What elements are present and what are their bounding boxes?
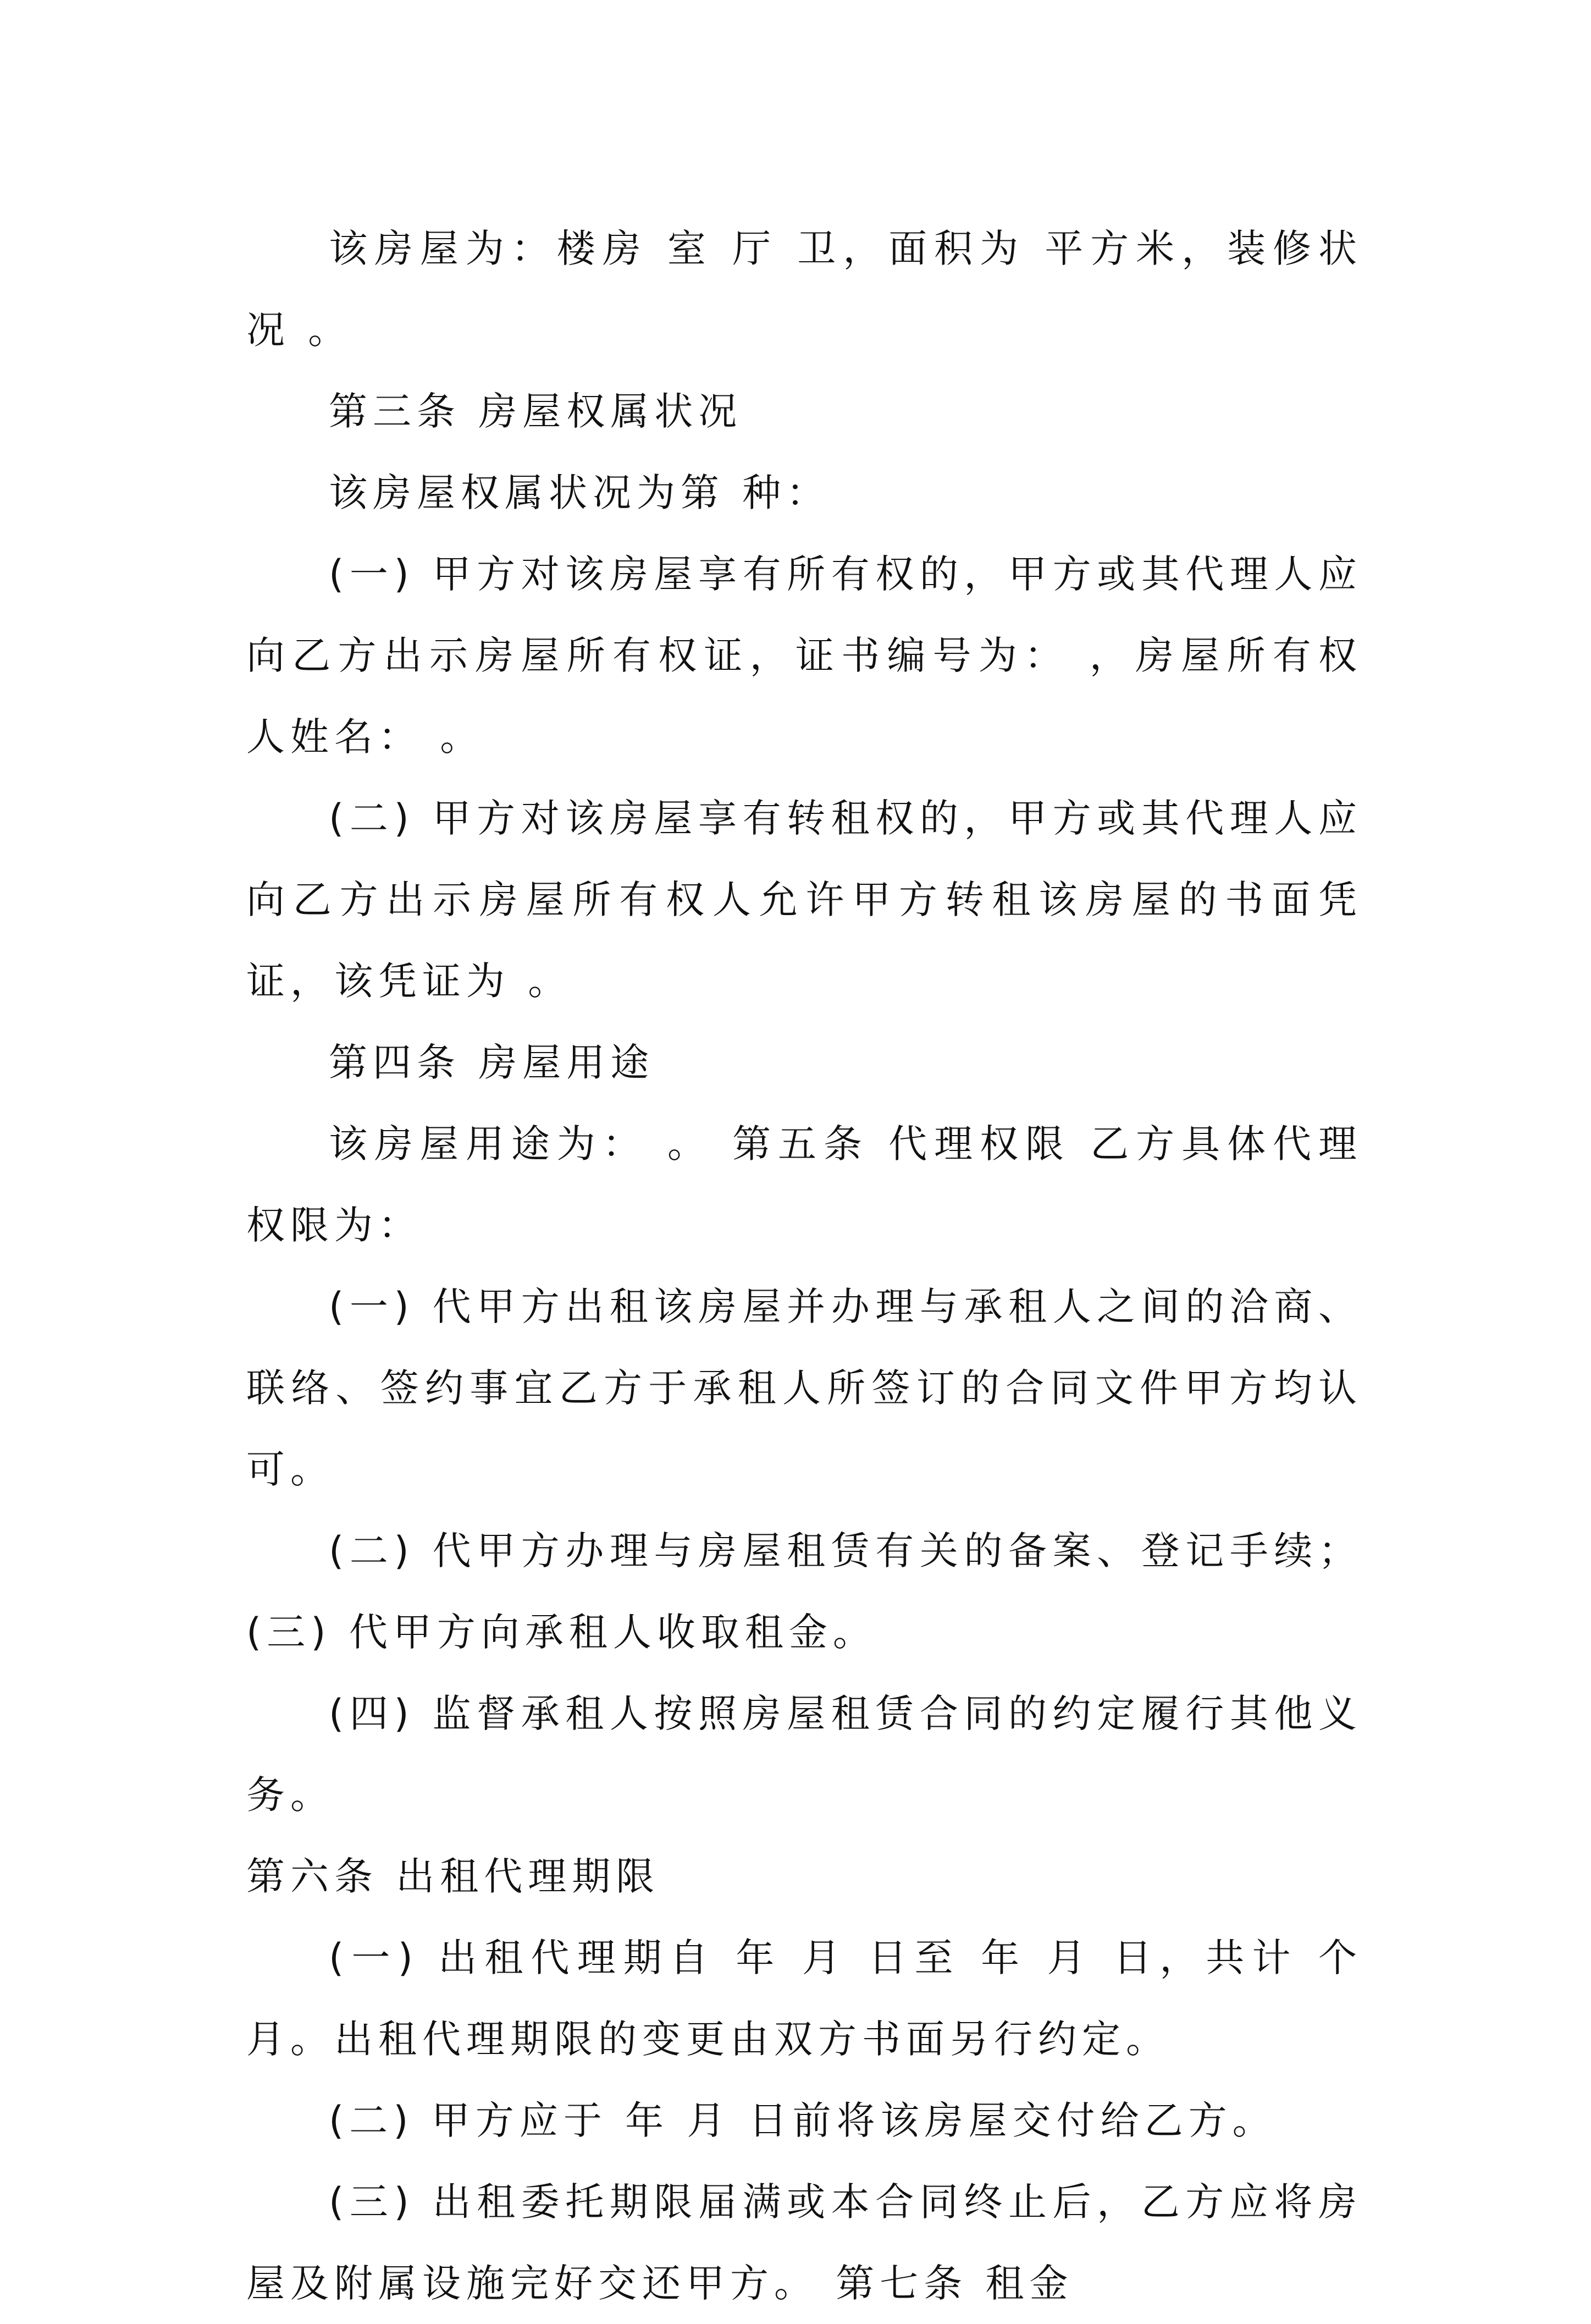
paragraph-ownership-clause-2: (二) 甲方对该房屋享有转租权的，甲方或其代理人应向乙方出示房屋所有权人允许甲方转租该房屋的书面凭证，该凭证为 。 — [246, 796, 1362, 1004]
paragraph-term-clause-1: (一) 出租代理期自 年 月 日至 年 月 日，共计 个月。出租代理期限的变更由双方书面另行约定。 — [246, 1935, 1362, 2062]
paragraph-term-clause-3: (三) 出租委托期限届满或本合同终止后，乙方应将房屋及附属设施完好交还甲方。 第七条 租金 — [246, 2179, 1362, 2306]
heading-article-3: 第三条 房屋权属状况 — [329, 389, 743, 434]
paragraph-authority-clause-2-3: (二) 代甲方办理与房屋租赁有关的备案、登记手续；(三) 代甲方向承租人收取租金。 — [246, 1528, 1362, 1655]
paragraph-authority-clause-1: (一) 代甲方出租该房屋并办理与承租人之间的洽商、联络、签约事宜乙方于承租人所签订的合同文件甲方均认可。 — [246, 1284, 1362, 1492]
document-body — [246, 208, 1362, 2324]
paragraph-authority-clause-4: (四) 监督承租人按照房屋租赁合同的约定履行其他义务。 — [246, 1691, 1362, 1818]
paragraph-ownership-type: 该房屋权属状况为第 种： — [329, 470, 831, 515]
paragraph-room-description: 该房屋为：楼房 室 厅 卫，面积为 平方米，装修状况 。 — [246, 226, 1362, 353]
paragraph-usage-and-article-5: 该房屋用途为： 。 第五条 代理权限 乙方具体代理权限为： — [246, 1121, 1362, 1248]
heading-article-6: 第六条 出租代理期限 — [246, 1854, 660, 1899]
heading-article-4: 第四条 房屋用途 — [329, 1040, 655, 1085]
paragraph-term-clause-2: (二) 甲方应于 年 月 日前将该房屋交付给乙方。 — [329, 2098, 1277, 2143]
paragraph-ownership-clause-1: (一) 甲方对该房屋享有所有权的，甲方或其代理人应向乙方出示房屋所有权证，证书编号为： ，房屋所有权人姓名： 。 — [246, 552, 1362, 759]
